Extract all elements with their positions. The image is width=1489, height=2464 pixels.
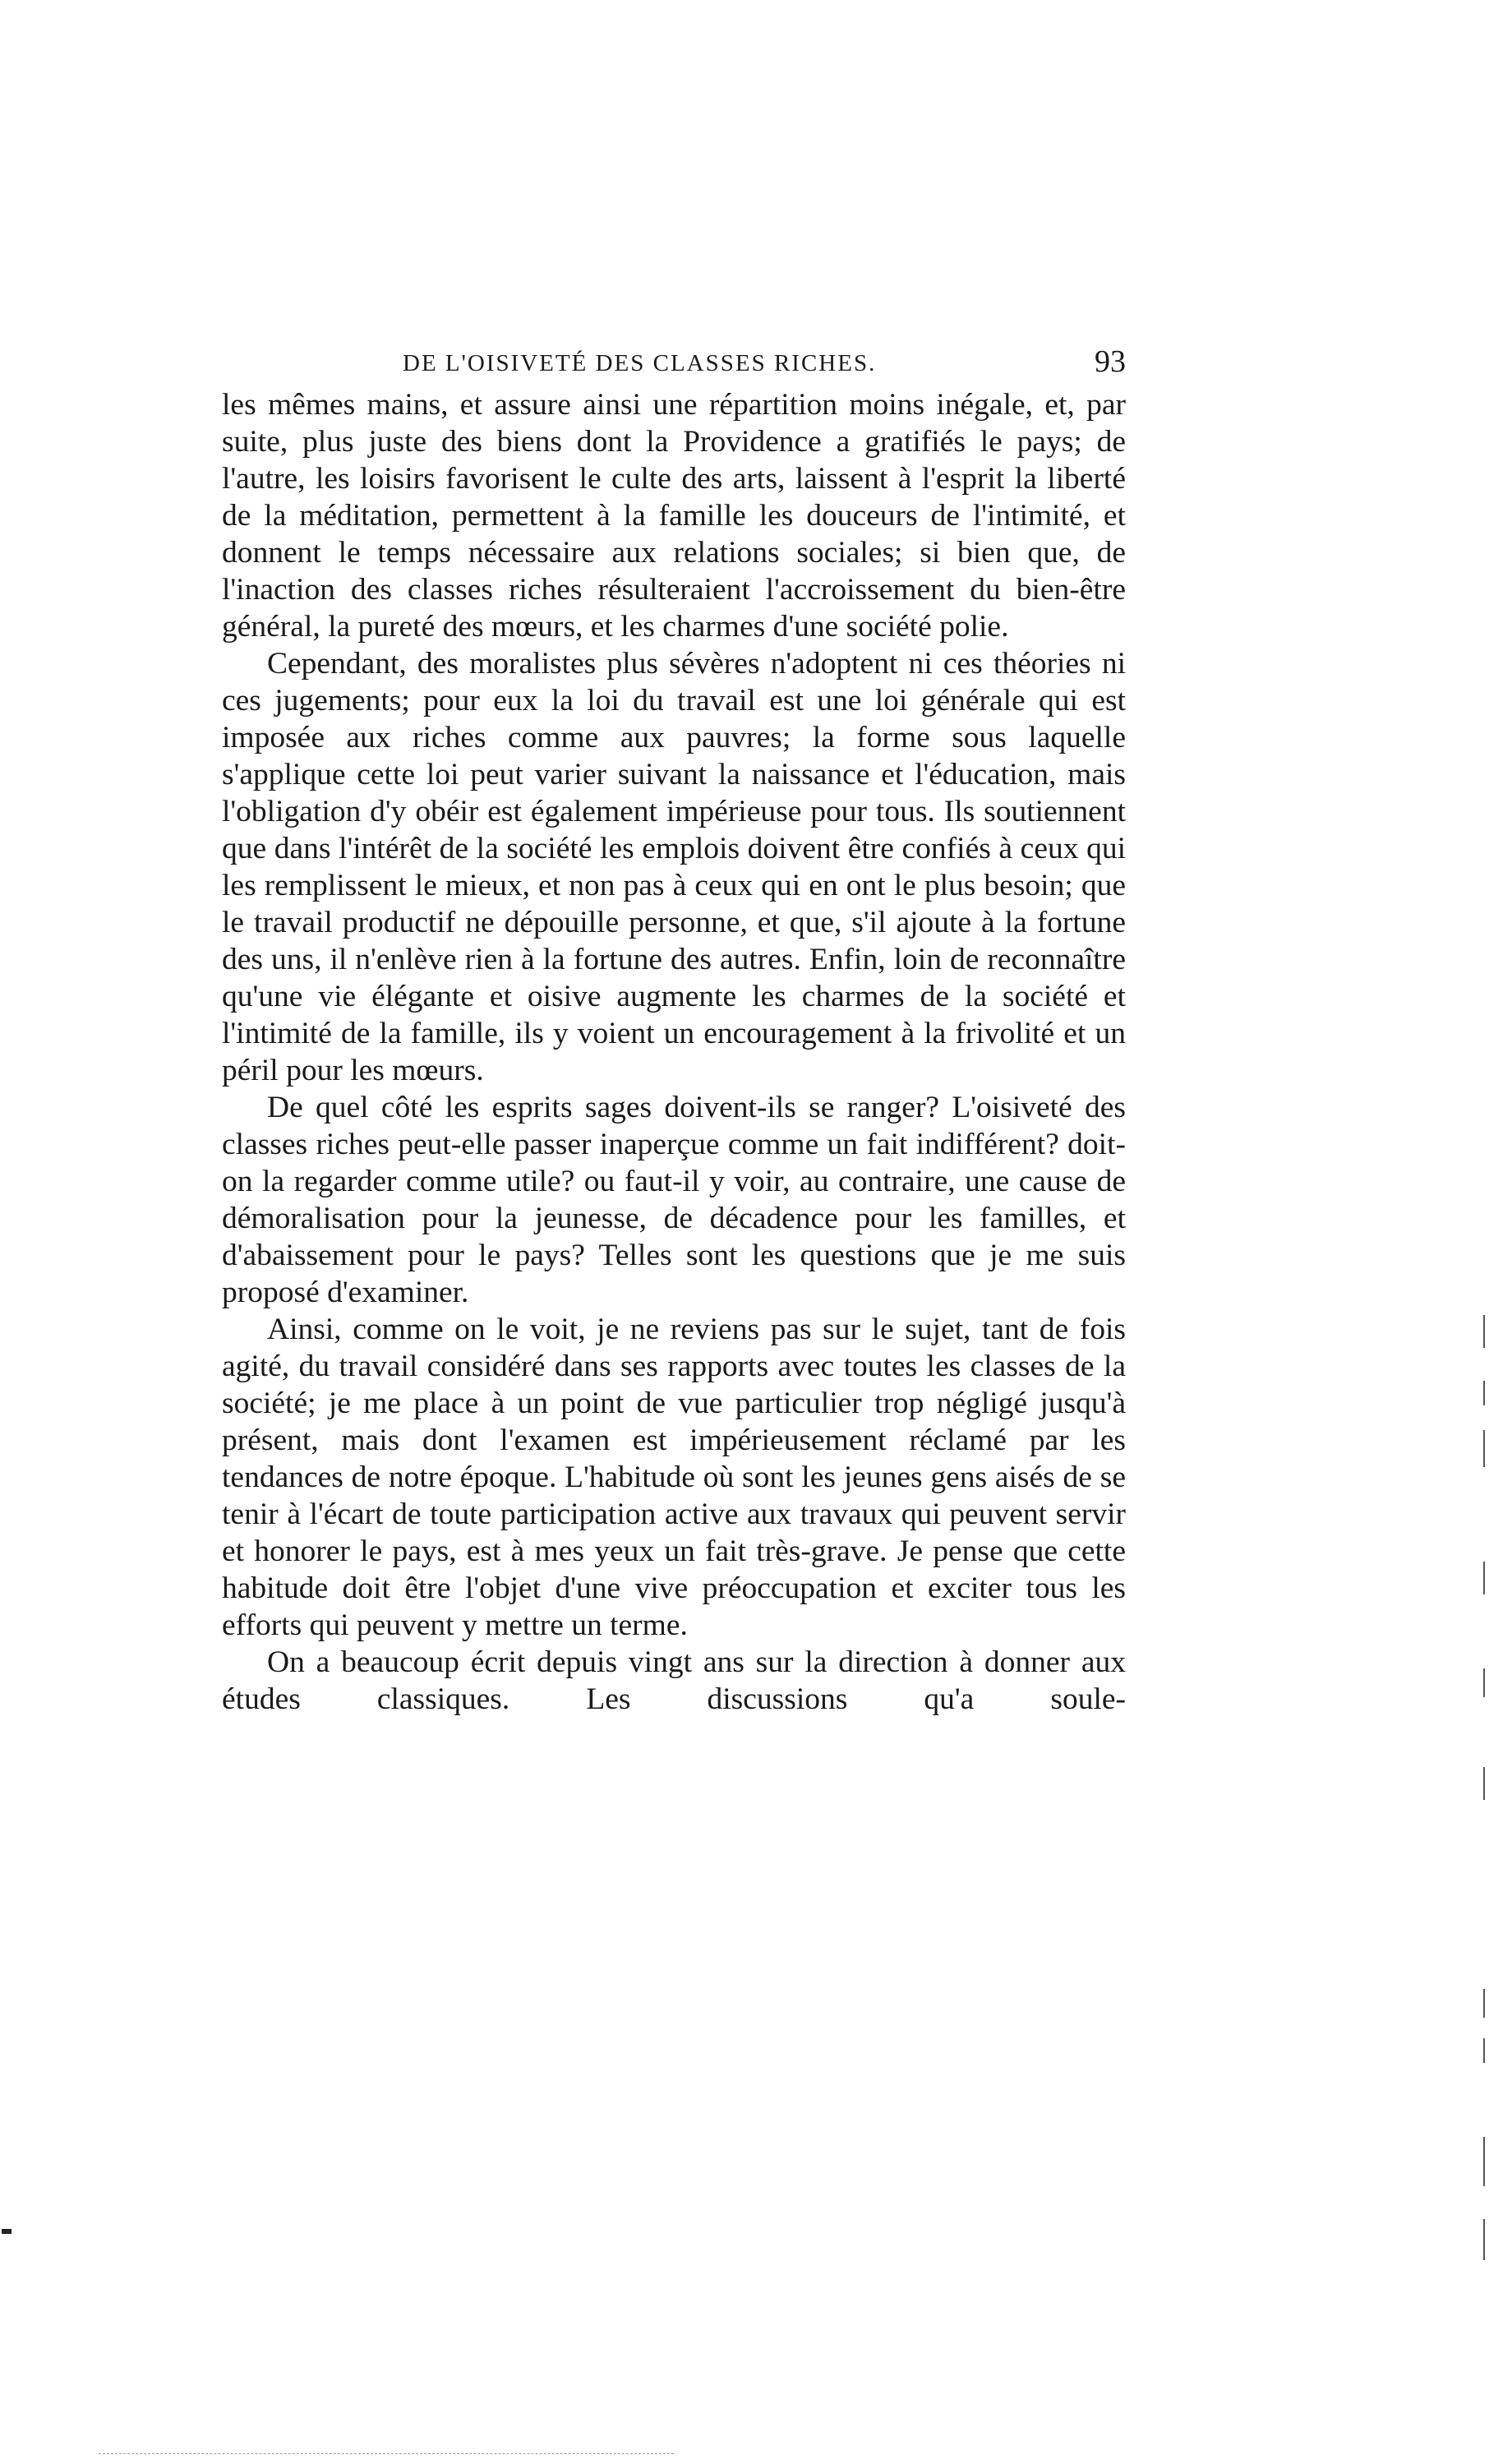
edge-mark bbox=[1483, 1767, 1485, 1800]
edge-mark bbox=[1483, 2038, 1485, 2063]
scan-edge-marks bbox=[1481, 0, 1489, 2464]
running-title: DE L'OISIVETÉ DES CLASSES RICHES. bbox=[403, 350, 877, 376]
scan-bottom-rule bbox=[99, 2453, 674, 2455]
edge-mark bbox=[1483, 1381, 1485, 1405]
paragraph-1: les mêmes mains, et assure ainsi une répartition moins inégale, et, par suite, plus juste des biens dont la Providence a gratifiés le pays; de l'autre, les loisirs favorisent le culte des arts, laissent à l'esprit la liberté de la méditation, permettent à la famille les douceurs de l'intimité, et donnent le temps nécessaire aux relations sociales; si bien que, de l'inaction des classes riches résulteraient l'accroissement du bien-être général, la pureté des mœurs, et les charmes d'une société polie. bbox=[222, 388, 1126, 644]
edge-mark bbox=[1483, 1430, 1485, 1467]
body-text bbox=[222, 386, 1126, 1718]
paragraph-5: On a beaucoup écrit depuis vingt ans sur la direction à donner aux études classiques. Les discussions qu'a soule- bbox=[222, 1645, 1126, 1716]
edge-mark bbox=[1483, 1562, 1485, 1594]
paragraph-2: Cependant, des moralistes plus sévères n'adoptent ni ces théories ni ces jugements; pour eux la loi du travail est une loi générale qui est imposée aux riches comme aux pauvres; la forme sous laquelle s'applique cette loi peut varier suivant la naissance et l'éducation, mais l'obligation d'y obéir est également impérieuse pour tous. Ils soutiennent que dans l'intérêt de la société les emplois doivent être confiés à ceux qui les remplissent le mieux, et non pas à ceux qui en ont le plus besoin; que le travail productif ne dépouille personne, et que, s'il ajoute à la fortune des uns, il n'enlève rien à la fortune des autres. Enfin, loin de reconnaître qu'une vie élégante et oisive augmente les charmes de la société et l'intimité de la famille, ils y voient un encouragement à la frivolité et un péril pour les mœurs. bbox=[222, 647, 1126, 1087]
paragraph-3: De quel côté les esprits sages doivent-ils se ranger? L'oisiveté des classes riches peut-elle passer inaperçue comme un fait indifférent? doit-on la regarder comme utile? ou faut-il y voir, au contraire, une cause de démoralisation pour la jeunesse, de décadence pour les familles, et d'abaissement pour le pays? Telles sont les questions que je me suis proposé d'examiner. bbox=[222, 1091, 1126, 1309]
scan-stray-mark bbox=[2, 2229, 12, 2234]
edge-mark bbox=[1483, 1315, 1485, 1348]
edge-mark bbox=[1483, 1668, 1485, 1697]
page-header bbox=[222, 344, 1126, 393]
paragraph-4: Ainsi, comme on le voit, je ne reviens pas sur le sujet, tant de fois agité, du travail considéré dans ses rapports avec toutes les classes de la société; je me place à un point de vue particulier trop négligé jusqu'à présent, mais dont l'examen est impérieusement réclamé par les tendances de notre époque. L'habitude où sont les jeunes gens aisés de se tenir à l'écart de toute participation active aux travaux qui peuvent servir et honorer le pays, est à mes yeux un fait très-grave. Je pense que cette habitude doit être l'objet d'une vive préoccupation et exciter tous les efforts qui peuvent y mettre un terme. bbox=[222, 1313, 1126, 1642]
page-number: 93 bbox=[1095, 344, 1126, 379]
edge-mark bbox=[1483, 2137, 1485, 2186]
edge-mark bbox=[1483, 2219, 1485, 2260]
edge-mark bbox=[1483, 1989, 1485, 2018]
